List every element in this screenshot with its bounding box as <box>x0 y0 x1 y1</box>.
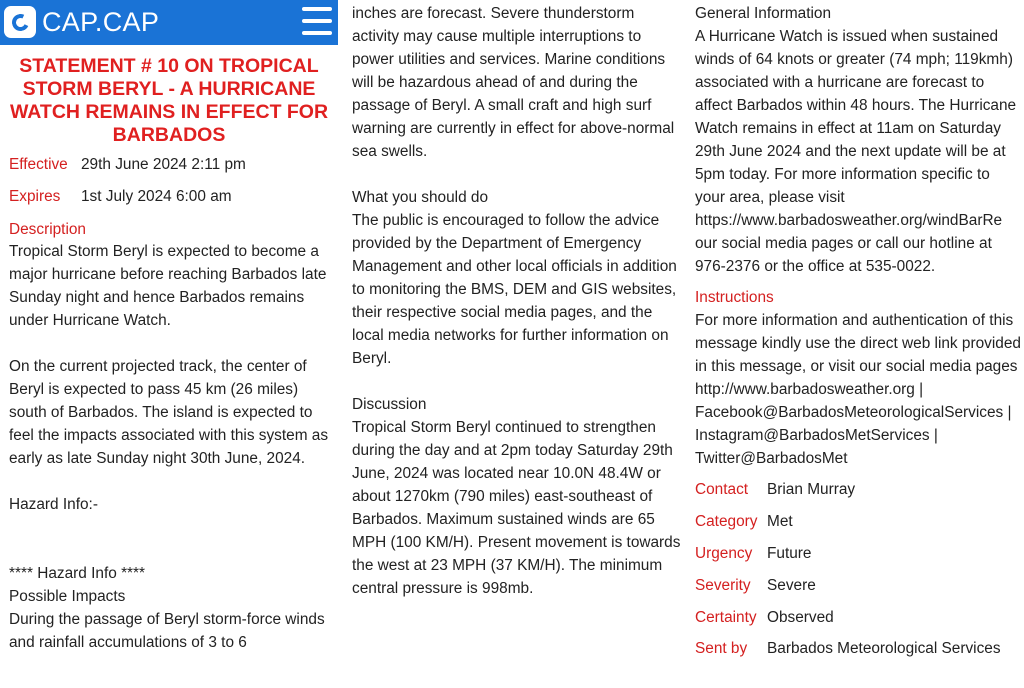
detail-label: Urgency <box>695 544 753 562</box>
detail-row-contact <box>695 474 1024 506</box>
app-logo[interactable] <box>4 6 159 38</box>
expires-label: Expires <box>9 188 61 205</box>
cap-logo-icon <box>4 6 36 38</box>
instructions-label: Instructions <box>695 289 774 306</box>
detail-row-severity <box>695 569 1024 601</box>
alert-title: STATEMENT # 10 ON TROPICAL STORM BERYL - A HURRICANE WATCH REMAINS IN EFFECT FOR BARBADOS <box>9 55 329 146</box>
detail-row-sent-by <box>695 633 1024 665</box>
hamburger-menu-icon[interactable] <box>302 6 332 38</box>
general-information-text: General Information A Hurricane Watch is issued when sustained winds of 64 knots or greater (74 mph; 119kmh) associated with a hurricane are forecast to affect Barbados within 48 hours. The Hurricane Watch remains in effect at 11am on Saturday 29th June 2024 and the next update will be at 5pm today. For more information specific to your area, please visit https://www.barbadosweather.org/windBarRe our social media pages or call our hotline at 976-2376 or the office at 535-0022. <box>695 5 1017 275</box>
app-name: CAP.CAP <box>42 6 160 37</box>
description-text-part1: Tropical Storm Beryl is expected to become a major hurricane before reaching Barbados late Sunday night and hence Barbados remains under Hurricane Watch. On the current projected track, the center of Beryl is expected to pass 45 km (26 miles) south of Barbados. The island is expected to feel the impacts associated with this system as early as late Sunday night 30th June, 2024. Hazard Info:- **** Hazard Info **** Possible Impacts During the passage of Beryl storm-force winds and rainfall accumulations of 3 to 6 <box>9 243 329 651</box>
detail-row-category <box>695 506 1024 538</box>
detail-label: Certainty <box>695 608 757 626</box>
expires-value: 1st July 2024 6:00 am <box>81 188 232 205</box>
detail-label: Severity <box>695 576 751 594</box>
app-header <box>0 0 338 45</box>
effective-value: 29th June 2024 2:11 pm <box>81 156 246 173</box>
details-column <box>695 2 1024 665</box>
detail-value: Brian Murray <box>767 481 856 499</box>
description-text-part2: inches are forecast. Severe thunderstorm activity may cause multiple interruptions to power utilities and services. Marine conditions will be hazardous ahead of and during the passage of Beryl. A small craft and high surf warning are currently in effect for above-normal sea swells. What you should do The public is encouraged to follow the advice provided by the Department of Emergency Management and other local officials in addition to monitoring the BMS, DEM and GIS websites, their respective social media pages, and the local media networks for further information on Beryl. Discussion Tropical Storm Beryl continued to strengthen during the day and at 2pm today Saturday 29th June, 2024 was located near 10.0N 48.4W or about 1270km (790 miles) east-southeast of Barbados. Maximum sustained winds are 65 MPH (100 KM/H). Present movement is towards the west at 23 MPH (37 KM/H). The minimum central pressure is 998mb. <box>352 5 681 597</box>
detail-value: Observed <box>767 608 834 626</box>
effective-label: Effective <box>9 156 68 173</box>
description-label: Description <box>9 221 86 238</box>
detail-label: Sent by <box>695 640 748 658</box>
detail-value: Barbados Meteorological Services <box>767 640 1001 658</box>
effective-row <box>9 153 334 176</box>
detail-label: Contact <box>695 481 749 499</box>
detail-row-certainty <box>695 601 1024 633</box>
detail-value: Future <box>767 544 812 562</box>
expires-row <box>9 185 334 208</box>
detail-row-urgency <box>695 538 1024 570</box>
detail-value: Severe <box>767 576 816 594</box>
instructions-text: For more information and authentication of this message kindly use the direct web link provided in this message, or visit our social media pages http://www.barbadosweather.org | Facebook@BarbadosMeteorologicalServices | Instagram@BarbadosMetServices | Twitter@BarbadosMet <box>695 312 1021 467</box>
alert-details <box>695 474 1024 665</box>
detail-label: Category <box>695 513 758 531</box>
detail-value: Met <box>767 513 793 531</box>
